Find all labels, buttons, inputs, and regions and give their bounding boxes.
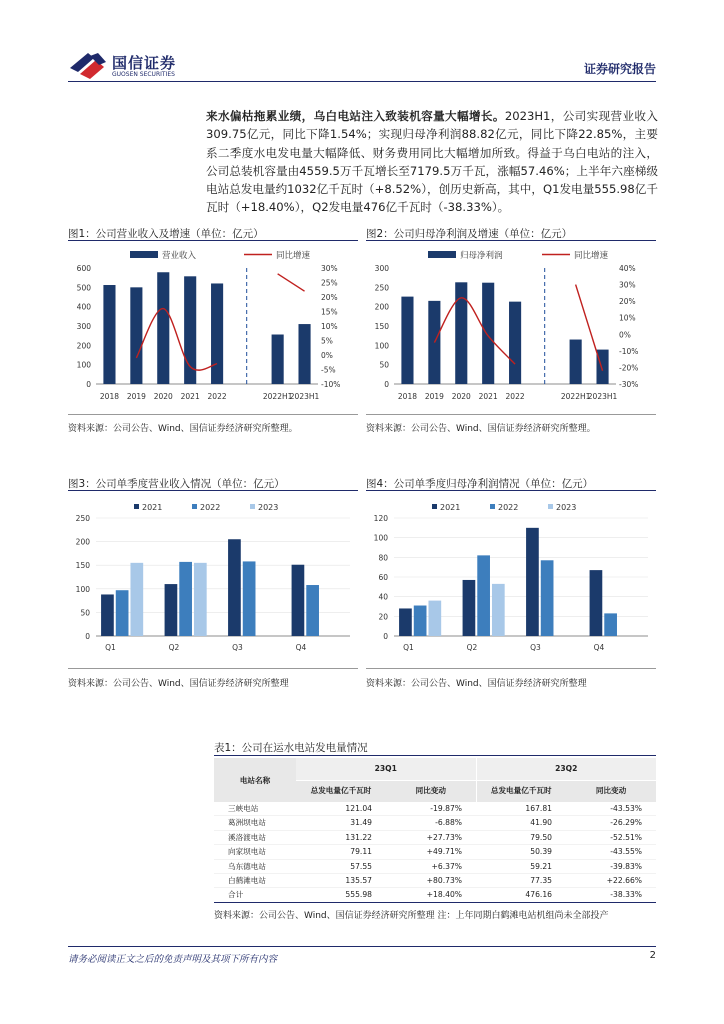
legend-label-2022: 2022 <box>200 503 221 512</box>
value-cell: -39.83% <box>566 859 656 873</box>
x-tick-label: 2018 <box>397 392 418 401</box>
col-header-yoy: 同比变动 <box>566 780 656 802</box>
bar-Q4-2022 <box>604 613 617 636</box>
bar-2022 <box>211 283 223 384</box>
col-group-23q2: 23Q2 <box>476 758 656 780</box>
x-tick-label: 2023H1 <box>587 392 618 401</box>
figure-3-title: 图3：公司单季度营业收入情况（单位：亿元） <box>68 478 285 490</box>
bar-Q3-2022 <box>243 561 256 636</box>
x-tick-label: Q1 <box>105 643 116 652</box>
col-header-yoy: 同比变动 <box>386 780 476 802</box>
bar-2021 <box>184 276 196 384</box>
x-tick-label: Q2 <box>466 643 478 652</box>
figure-4-title: 图4：公司单季度归母净利润情况（单位：亿元） <box>366 478 594 490</box>
bar-2022H1 <box>272 335 284 384</box>
legend-swatch-bar <box>428 251 456 258</box>
x-tick-label: Q3 <box>530 643 541 652</box>
value-cell: 79.50 <box>476 830 566 844</box>
y-tick-label: 120 <box>373 514 388 523</box>
y-right-tick-label: 30% <box>619 280 636 290</box>
x-tick-label: Q1 <box>403 643 414 652</box>
y-tick-label: 150 <box>75 561 90 571</box>
value-cell: 31.49 <box>296 816 386 830</box>
y-right-tick-label: 15% <box>321 307 338 317</box>
y-right-tick-label: 20% <box>619 297 636 307</box>
value-cell: 41.90 <box>476 816 566 830</box>
figure-3-source: 资料来源：公司公告、Wind、国信证券经济研究所整理 <box>68 679 289 689</box>
y-tick-label: 200 <box>75 537 90 547</box>
table-bottom-rule <box>214 902 656 903</box>
value-cell: 135.57 <box>296 874 386 888</box>
bar-Q3-2022 <box>541 560 554 636</box>
x-tick-label: 2022 <box>505 392 525 401</box>
value-cell: +80.73% <box>386 874 476 888</box>
figure-4-bottom-rule <box>366 668 656 669</box>
col-header-generation: 总发电量亿千瓦时 <box>296 780 386 802</box>
y-tick-label: 0 <box>383 632 388 641</box>
value-cell: 131.22 <box>296 830 386 844</box>
bar-Q2-2022 <box>179 562 192 636</box>
legend-label-line: 同比增速 <box>276 251 311 261</box>
bar-2023H1 <box>298 324 310 384</box>
value-cell: +6.37% <box>386 859 476 873</box>
y-left-tick-label: 500 <box>76 283 91 293</box>
y-right-tick-label: 30% <box>321 264 338 273</box>
brand-name: 国信证券 <box>112 54 177 72</box>
growth-line-segment-1 <box>434 298 515 364</box>
x-tick-label: 2018 <box>99 392 120 401</box>
station-name-cell: 向家坝电站 <box>214 845 296 859</box>
legend-label-2022: 2022 <box>498 503 519 512</box>
figure-1-rule <box>68 240 358 241</box>
header-divider <box>68 81 656 82</box>
figure-3-bottom-rule <box>68 668 358 669</box>
page-number: 2 <box>649 950 656 961</box>
y-left-tick-label: 400 <box>76 302 91 312</box>
y-left-tick-label: 200 <box>76 341 91 351</box>
table-top-rule <box>214 755 656 756</box>
table-row <box>214 816 656 830</box>
table-row <box>214 874 656 888</box>
y-left-tick-label: 0 <box>384 380 389 389</box>
value-cell: 57.55 <box>296 859 386 873</box>
bar-Q4-2021 <box>590 570 603 636</box>
y-right-tick-label: -20% <box>619 363 639 373</box>
y-right-tick-label: 0% <box>619 330 631 340</box>
figure-1-chart <box>68 244 358 410</box>
station-name-cell: 葛洲坝电站 <box>214 816 296 830</box>
legend-label-bar: 归母净利润 <box>460 251 503 261</box>
legend-swatch-2023 <box>548 504 553 509</box>
figure-2-source: 资料来源：公司公告、Wind、国信证券经济研究所整理。 <box>366 424 596 434</box>
value-cell: 50.39 <box>476 845 566 859</box>
legend-label-2023: 2023 <box>556 503 577 512</box>
legend-label-bar: 营业收入 <box>162 251 197 261</box>
value-cell: +27.73% <box>386 830 476 844</box>
y-right-tick-label: -10% <box>619 346 639 356</box>
footer-divider <box>68 946 656 947</box>
company-logo <box>68 50 208 84</box>
summary-lead: 来水偏枯拖累业绩，乌白电站注入致装机容量大幅增长。 <box>206 109 505 123</box>
y-tick-label: 100 <box>373 533 388 543</box>
col-header-station: 电站名称 <box>214 758 296 802</box>
bar-Q1-2023 <box>130 563 143 636</box>
y-right-tick-label: 10% <box>321 322 338 331</box>
growth-line-segment-1 <box>136 309 217 371</box>
y-tick-label: 50 <box>80 608 90 618</box>
y-left-tick-label: 100 <box>374 341 389 351</box>
y-left-tick-label: 100 <box>76 360 91 370</box>
table-row <box>214 802 656 816</box>
value-cell: +22.66% <box>566 874 656 888</box>
x-tick-label: 2021 <box>180 392 200 401</box>
bar-Q4-2021 <box>292 565 305 636</box>
hydro-generation-table <box>214 758 656 902</box>
legend-swatch-bar <box>130 251 158 258</box>
y-right-tick-label: 10% <box>619 313 636 323</box>
station-name-cell: 合计 <box>214 888 296 902</box>
figure-1-source: 资料来源：公司公告、Wind、国信证券经济研究所整理。 <box>68 424 298 434</box>
x-tick-label: 2022 <box>207 392 227 401</box>
value-cell: 476.16 <box>476 888 566 902</box>
legend-label-line: 同比增速 <box>574 251 609 261</box>
figure-1-bottom-rule <box>68 414 358 415</box>
value-cell: 77.35 <box>476 874 566 888</box>
value-cell: 555.98 <box>296 888 386 902</box>
col-group-23q1: 23Q1 <box>296 758 476 780</box>
value-cell: -43.55% <box>566 845 656 859</box>
legend-swatch-2023 <box>250 504 255 509</box>
value-cell: -6.88% <box>386 816 476 830</box>
y-right-tick-label: 20% <box>321 293 338 302</box>
legend-swatch-2021 <box>432 504 437 509</box>
y-right-tick-label: 0% <box>321 351 333 360</box>
station-name-cell: 三峡电站 <box>228 804 259 813</box>
y-left-tick-label: 300 <box>374 264 389 273</box>
y-tick-label: 80 <box>378 553 388 563</box>
x-tick-label: 2020 <box>153 392 173 401</box>
y-tick-label: 20 <box>378 612 388 622</box>
y-right-tick-label: 25% <box>321 278 338 288</box>
y-left-tick-label: 300 <box>76 322 91 331</box>
x-tick-label: Q2 <box>168 643 180 652</box>
figure-2-bottom-rule <box>366 414 656 415</box>
value-cell: +49.71% <box>386 845 476 859</box>
legend-swatch-2022 <box>192 504 197 509</box>
legend-swatch-2021 <box>134 504 139 509</box>
bar-2022H1 <box>570 340 582 384</box>
value-cell: 79.11 <box>296 845 386 859</box>
logo-mark-icon <box>68 50 108 80</box>
figure-4-rule <box>366 490 656 491</box>
value-cell: -38.33% <box>566 888 656 902</box>
figure-3-rule <box>68 490 358 491</box>
legend-label-2021: 2021 <box>142 503 163 512</box>
bar-2022 <box>509 302 521 384</box>
report-type-label: 证券研究报告 <box>583 62 656 76</box>
value-cell: 167.81 <box>525 804 552 813</box>
table-title: 表1：公司在运水电站发电量情况 <box>214 742 368 754</box>
x-tick-label: Q3 <box>232 643 243 652</box>
footer-disclaimer: 请务必阅读正文之后的免责声明及其项下所有内容 <box>68 954 278 965</box>
x-tick-label: 2022H1 <box>262 392 293 401</box>
y-tick-label: 0 <box>85 632 90 641</box>
station-name-cell: 乌东德电站 <box>214 859 296 873</box>
brand-name-english: GUOSEN SECURITIES <box>112 71 175 78</box>
station-name-cell: 溪洛渡电站 <box>214 830 296 844</box>
figure-2-rule <box>366 240 656 241</box>
value-cell: 59.21 <box>476 859 566 873</box>
x-tick-label: 2019 <box>126 392 146 401</box>
bar-2018 <box>103 285 115 384</box>
legend-label-2023: 2023 <box>258 503 279 512</box>
figure-4-chart <box>366 496 656 662</box>
bar-Q3-2021 <box>228 539 241 636</box>
y-left-tick-label: 150 <box>374 322 389 331</box>
bar-Q3-2021 <box>526 528 539 636</box>
y-tick-label: 60 <box>378 573 388 582</box>
summary-body: 2023H1，公司实现营业收入309.75亿元，同比下降1.54%；实现归母净利润88.82亿元，同比下降22.85%，主要系二季度水电发电量大幅降低、财务费用同比大幅增加所致。得益于乌白电站的注入，公司总装机容量由4559.5万千瓦增长至7179.5万千瓦，涨幅57.46%；上半年六座梯级电站总发电量约1032亿千瓦时（+8.52%），创历史新高，其中，Q1发电量555.98亿千瓦时（+18.40%），Q2发电量476亿千瓦时（-38.33%）。 <box>206 109 658 215</box>
figure-2-title: 图2：公司归母净利润及增速（单位：亿元） <box>366 228 573 240</box>
summary-paragraph <box>206 107 658 217</box>
y-right-tick-label: 40% <box>619 264 636 273</box>
bar-Q4-2022 <box>306 585 319 636</box>
value-cell: +18.40% <box>386 888 476 902</box>
bar-Q2-2021 <box>463 580 476 636</box>
bar-Q1-2021 <box>399 608 412 636</box>
figure-3-chart <box>68 496 358 662</box>
value-cell: -26.29% <box>566 816 656 830</box>
y-left-tick-label: 250 <box>374 283 389 293</box>
y-right-tick-label: -30% <box>619 380 639 389</box>
y-left-tick-label: 0 <box>86 380 91 389</box>
figure-1-title: 图1：公司营业收入及增速（单位：亿元） <box>68 228 264 240</box>
y-right-tick-label: 5% <box>321 336 333 346</box>
y-left-tick-label: 200 <box>374 302 389 312</box>
bar-Q1-2021 <box>101 594 114 636</box>
x-tick-label: 2023H1 <box>289 392 320 401</box>
bar-2018 <box>401 297 413 384</box>
figure-2-chart <box>366 244 656 410</box>
legend-label-2021: 2021 <box>440 503 461 512</box>
value-cell: -43.53% <box>610 804 642 813</box>
x-tick-label: Q4 <box>295 643 307 652</box>
y-tick-label: 100 <box>75 584 90 594</box>
y-tick-label: 250 <box>75 514 90 523</box>
table-row <box>214 830 656 844</box>
station-name-cell: 白鹤滩电站 <box>214 874 296 888</box>
bar-Q1-2023 <box>428 601 441 636</box>
table-row <box>214 859 656 873</box>
bar-Q1-2022 <box>116 590 129 636</box>
table-row <box>214 888 656 902</box>
value-cell: -19.87% <box>430 804 462 813</box>
bar-2019 <box>130 287 142 384</box>
value-cell: -52.51% <box>566 830 656 844</box>
y-right-tick-label: -10% <box>321 380 341 389</box>
y-left-tick-label: 600 <box>76 264 91 273</box>
table-source: 资料来源：公司公告、Wind、国信证券经济研究所整理 注：上年同期白鹤滩电站机组尚未全部投产 <box>214 911 609 921</box>
bar-2020 <box>157 272 169 384</box>
bar-Q2-2022 <box>477 555 490 636</box>
y-left-tick-label: 50 <box>379 360 389 370</box>
figure-4-source: 资料来源：公司公告、Wind、国信证券经济研究所整理 <box>366 679 587 689</box>
x-tick-label: Q4 <box>593 643 605 652</box>
table-row <box>214 845 656 859</box>
bar-2021 <box>482 283 494 384</box>
x-tick-label: 2021 <box>478 392 498 401</box>
bar-Q2-2023 <box>492 584 505 636</box>
value-cell: 121.04 <box>345 804 372 813</box>
x-tick-label: 2020 <box>451 392 471 401</box>
x-tick-label: 2019 <box>424 392 444 401</box>
bar-2023H1 <box>596 350 608 384</box>
bar-Q2-2021 <box>165 584 178 636</box>
x-tick-label: 2022H1 <box>560 392 591 401</box>
bar-Q2-2023 <box>194 563 207 636</box>
y-tick-label: 40 <box>378 592 388 602</box>
y-right-tick-label: -5% <box>321 365 336 375</box>
bar-Q1-2022 <box>414 606 427 636</box>
legend-swatch-2022 <box>490 504 495 509</box>
growth-line-segment-2 <box>278 274 305 291</box>
col-header-generation: 总发电量亿千瓦时 <box>476 780 566 802</box>
